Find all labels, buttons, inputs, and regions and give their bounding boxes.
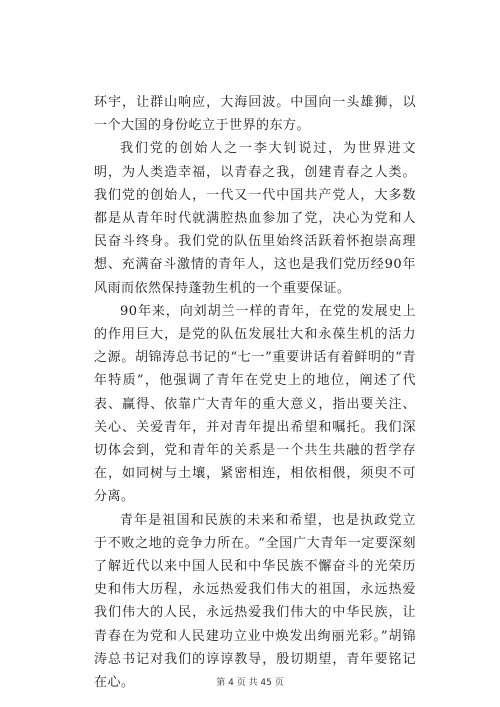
document-body (94, 91, 416, 694)
paragraph-4: 青年是祖国和民族的未来和希望，也是执政党立于不败之地的竞争力所在。“全国广大青年一定要深刻了解近代以来中国人民和中华民族不懈奋斗的光荣历史和伟大历程，永远热爱我们伟大的祖国，永远热爱我们伟大的人民，永远热爱我们伟大的中华民族，让青春在为党和人民建功立业中焕发出绚丽光彩。”胡锦涛总书记对我们的谆谆教导，殷切期望，青年要铭记在心。 (94, 512, 416, 691)
paragraph-3: 90年来，向刘胡兰一样的青年，在党的发展史上的作用巨大，是党的队伍发展壮大和永葆生机的活力之源。胡锦涛总书记的“七一”重要讲话有着鲜明的“青年特质”，他强调了青年在党史上的地位，阐述了代表、赢得、依靠广大青年的重大意义，指出要关注、关心、关爱青年，并对青年提出希望和嘱托。我们深切体会到，党和青年的关系是一个共生共融的哲学存在，如同树与土壤，紧密相连，相依相偎，须臾不可分离。 (94, 303, 416, 505)
paragraph-2: 我们党的创始人之一李大钊说过，为世界进文明，为人类造幸福，以青春之我，创建青春之人类。我们党的创始人，一代又一代中国共产党人，大多数都是从青年时代就满腔热血参加了党，决心为党和人民奋斗终身。我们党的队伍里始终活跃着怀抱崇高理想、充满奋斗激情的青年人，这也是我们党历经90年风雨而依然保持蓬勃生机的一个重要保证。 (94, 141, 416, 296)
paragraph-1: 环宇，让群山响应，大海回波。中国向一头雄狮，以一个大国的身份屹立于世界的东方。 (94, 95, 416, 134)
page-footer: 第 4 页 共 45 页 (216, 678, 284, 688)
